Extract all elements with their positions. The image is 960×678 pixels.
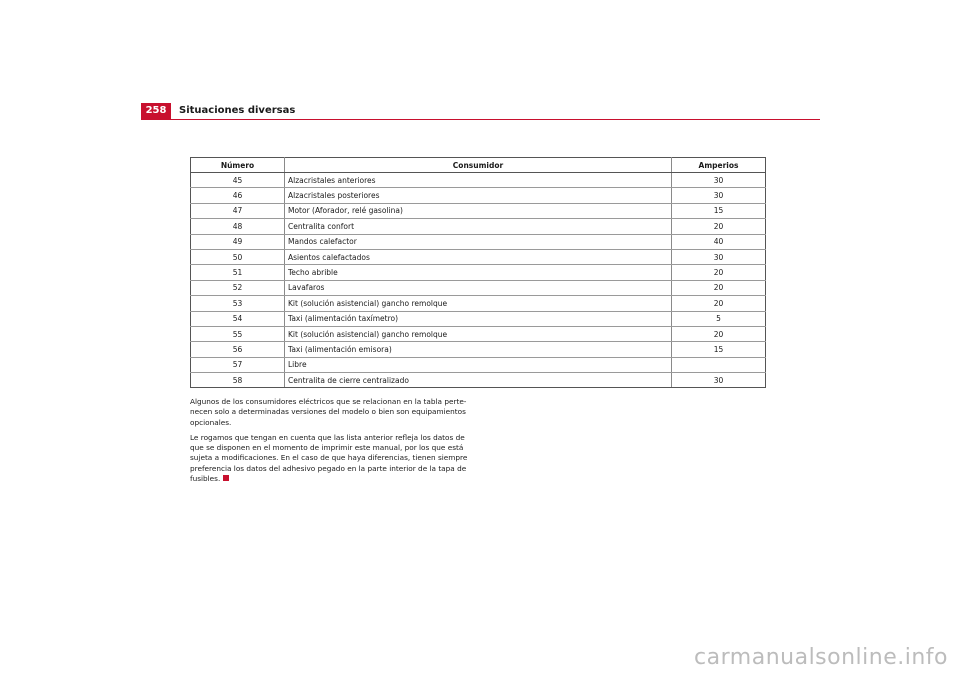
cell-number: 54 — [191, 311, 285, 326]
table-row — [191, 326, 766, 341]
cell-consumer: Alzacristales posteriores — [285, 188, 672, 203]
table-row — [191, 234, 766, 249]
cell-consumer: Kit (solución asistencial) gancho remolque — [285, 296, 672, 311]
cell-consumer: Techo abrible — [285, 265, 672, 280]
cell-amperes: 30 — [672, 173, 766, 188]
cell-number: 47 — [191, 203, 285, 218]
cell-number: 51 — [191, 265, 285, 280]
table-row — [191, 249, 766, 264]
table-body — [191, 173, 766, 388]
cell-amperes: 40 — [672, 234, 766, 249]
table-row — [191, 311, 766, 326]
cell-number: 45 — [191, 173, 285, 188]
cell-amperes: 30 — [672, 249, 766, 264]
cell-number: 53 — [191, 296, 285, 311]
cell-number: 57 — [191, 357, 285, 372]
watermark: carmanualsonline.info — [694, 645, 948, 670]
cell-amperes: 20 — [672, 219, 766, 234]
table-row — [191, 296, 766, 311]
paragraph-text: Algunos de los consumidores eléctricos que se relacionan en la tabla perte-necen solo a determinadas versiones del modelo o bien son equipamientos opcionales. — [190, 397, 467, 427]
cell-amperes: 5 — [672, 311, 766, 326]
cell-consumer: Motor (Aforador, relé gasolina) — [285, 203, 672, 218]
cell-amperes: 20 — [672, 280, 766, 295]
cell-amperes: 30 — [672, 188, 766, 203]
table-row — [191, 203, 766, 218]
cell-number: 56 — [191, 342, 285, 357]
cell-consumer: Lavafaros — [285, 280, 672, 295]
section-title: Situaciones diversas — [179, 105, 296, 116]
table-row — [191, 265, 766, 280]
body-text — [190, 397, 480, 489]
cell-amperes: 30 — [672, 373, 766, 388]
table-row — [191, 342, 766, 357]
cell-number: 49 — [191, 234, 285, 249]
column-header-amperes: Amperios — [672, 158, 766, 173]
page-number: 258 — [141, 103, 171, 119]
cell-consumer: Libre — [285, 357, 672, 372]
end-of-section-mark — [223, 475, 229, 481]
cell-consumer: Taxi (alimentación emisora) — [285, 342, 672, 357]
table-header-row — [191, 158, 766, 173]
table-row — [191, 219, 766, 234]
column-header-number: Número — [191, 158, 285, 173]
cell-amperes: 20 — [672, 326, 766, 341]
cell-number: 48 — [191, 219, 285, 234]
paragraph-optional-consumers — [190, 397, 480, 428]
cell-number: 58 — [191, 373, 285, 388]
cell-number: 55 — [191, 326, 285, 341]
cell-number: 50 — [191, 249, 285, 264]
table-row — [191, 188, 766, 203]
table-row — [191, 373, 766, 388]
fuse-table — [190, 157, 766, 388]
cell-consumer: Centralita confort — [285, 219, 672, 234]
table-row — [191, 357, 766, 372]
table-row — [191, 280, 766, 295]
cell-consumer: Kit (solución asistencial) gancho remolque — [285, 326, 672, 341]
cell-number: 52 — [191, 280, 285, 295]
cell-amperes: 20 — [672, 296, 766, 311]
cell-amperes: 20 — [672, 265, 766, 280]
cell-consumer: Alzacristales anteriores — [285, 173, 672, 188]
cell-amperes: 15 — [672, 203, 766, 218]
paragraph-modifications-notice — [190, 433, 480, 484]
cell-consumer: Taxi (alimentación taxímetro) — [285, 311, 672, 326]
cell-consumer: Mandos calefactor — [285, 234, 672, 249]
page-header — [141, 103, 820, 120]
cell-consumer: Asientos calefactados — [285, 249, 672, 264]
cell-consumer: Centralita de cierre centralizado — [285, 373, 672, 388]
paragraph-text: Le rogamos que tengan en cuenta que las lista anterior refleja los datos de que se disponen en el momento de imprimir este manual, por los que está sujeta a modificaciones. En el caso de que haya diferencias, tienen siempre preferencia los datos del adhesivo pegado en la parte interior de la tapa de fusibles. — [190, 432, 468, 484]
column-header-consumer: Consumidor — [285, 158, 672, 173]
table-row — [191, 173, 766, 188]
cell-number: 46 — [191, 188, 285, 203]
cell-amperes — [672, 357, 766, 372]
cell-amperes: 15 — [672, 342, 766, 357]
